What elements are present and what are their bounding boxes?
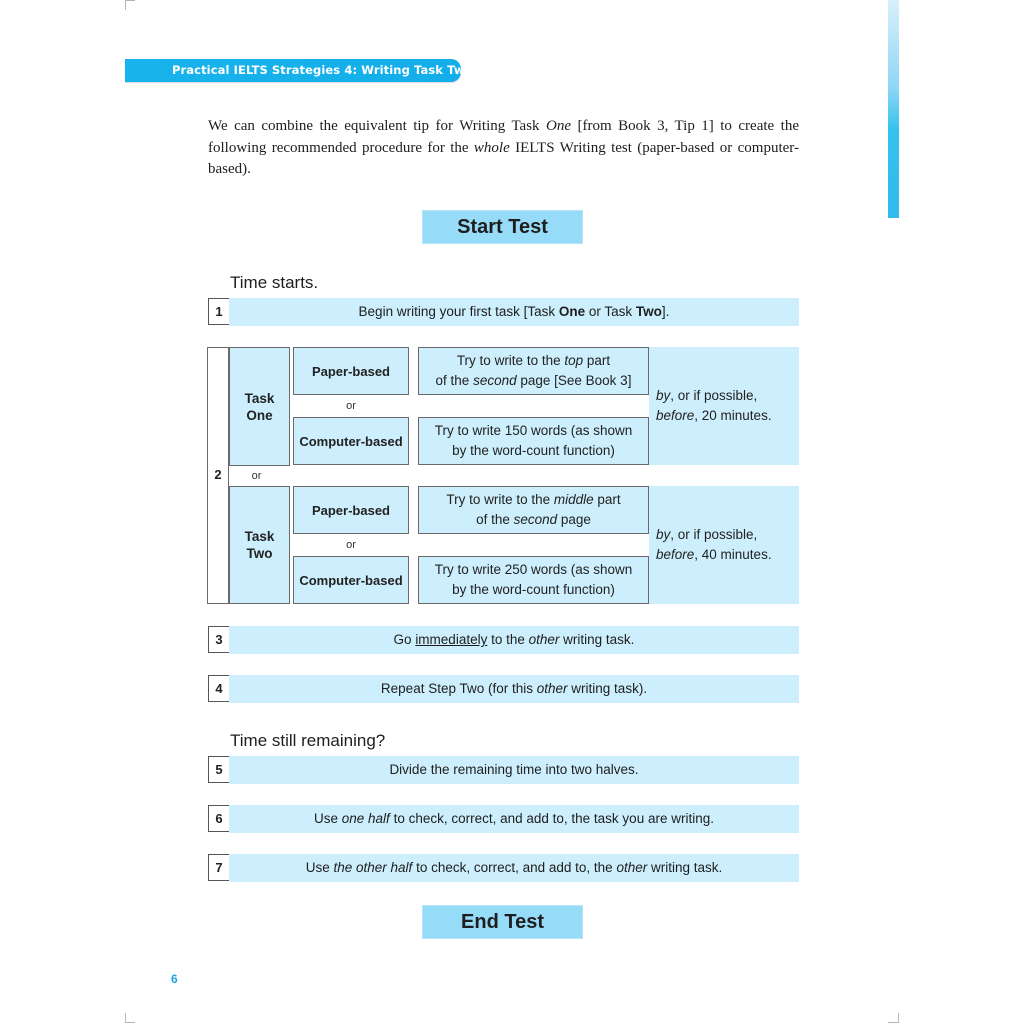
- or-between-tasks: or: [251, 470, 262, 482]
- task-two-paper-tip: Try to write to the middle part of the second page: [418, 486, 649, 534]
- step-number: 7: [208, 854, 229, 881]
- task-two-computer-tip: Try to write 250 words (as shown by the word-count function): [418, 556, 649, 604]
- running-header-title: Practical IELTS Strategies 4: Writing Task Two: [172, 63, 473, 77]
- step-6: [208, 805, 799, 833]
- crop-mark-top-left-h: [125, 0, 135, 1]
- step-7: [208, 854, 799, 882]
- step-text: Divide the remaining time into two halves.: [229, 756, 799, 784]
- step-number: 1: [208, 298, 229, 325]
- step-2: [207, 347, 799, 605]
- task-two-or: or: [346, 539, 356, 551]
- task-one-computer-tip: Try to write 150 words (as shown by the word-count function): [418, 417, 649, 465]
- task-one-deadline: by, or if possible, before, 20 minutes.: [649, 347, 799, 465]
- step-5: [208, 756, 799, 784]
- crop-mark-top-left: [125, 0, 126, 10]
- end-test-label: End Test: [422, 905, 583, 939]
- chapter-side-tab: [888, 0, 899, 218]
- step-text: Repeat Step Two (for this other writing task).: [229, 675, 799, 703]
- step-4: [208, 675, 799, 703]
- step-1: [208, 298, 799, 326]
- step-number: 5: [208, 756, 229, 783]
- step-number: 3: [208, 626, 229, 653]
- running-header: [125, 59, 473, 82]
- task-two-label: Task Two: [229, 486, 290, 604]
- page-number: 6: [171, 972, 178, 986]
- task-one-computer-based: Computer-based: [293, 417, 409, 465]
- task-two-paper-based: Paper-based: [293, 486, 409, 534]
- crop-mark-bottom-right-h: [888, 1022, 898, 1023]
- step-3: [208, 626, 799, 654]
- task-two-computer-based: Computer-based: [293, 556, 409, 604]
- task-one-paper-tip: Try to write to the top part of the second page [See Book 3]: [418, 347, 649, 395]
- task-two-deadline: by, or if possible, before, 40 minutes.: [649, 486, 799, 604]
- task-one-label: Task One: [229, 347, 290, 466]
- step-number: 6: [208, 805, 229, 832]
- crop-mark-bottom-left-h: [125, 1022, 135, 1023]
- time-remaining-label: Time still remaining?: [230, 731, 386, 750]
- time-starts-label: Time starts.: [230, 273, 319, 292]
- step-text: Go immediately to the other writing task.: [229, 626, 799, 654]
- task-one-or: or: [346, 400, 356, 412]
- intro-paragraph: We can combine the equivalent tip for Writing Task One [from Book 3, Tip 1] to create the following recommended procedure for the whole IELTS Writing test (paper-based or computer-based).: [208, 118, 799, 177]
- step-number: 2: [214, 467, 222, 482]
- step-text: Use one half to check, correct, and add to, the task you are writing.: [229, 805, 799, 833]
- step-number: 4: [208, 675, 229, 702]
- start-test-label: Start Test: [422, 210, 583, 244]
- step-text: Use the other half to check, correct, and add to, the other writing task.: [229, 854, 799, 882]
- step-text: Begin writing your first task [Task One or Task Two].: [229, 298, 799, 326]
- crop-mark-bottom-right: [898, 1013, 899, 1023]
- task-one-paper-based: Paper-based: [293, 347, 409, 395]
